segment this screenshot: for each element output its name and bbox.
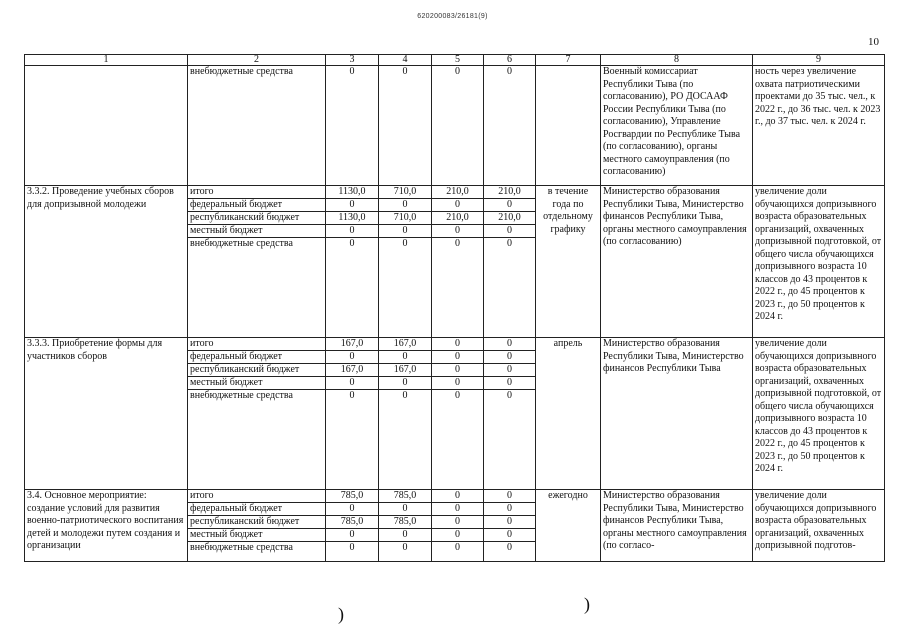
value-cell: 0 <box>484 338 535 351</box>
value-cell: 0 <box>455 238 460 249</box>
value-cell: 710,0 <box>379 186 431 199</box>
term-cell: апрель <box>536 338 601 490</box>
source-label: федеральный бюджет <box>188 351 325 364</box>
section-row <box>25 490 885 562</box>
col-number: 6 <box>484 55 536 66</box>
value-cell: 0 <box>402 238 408 249</box>
result-cell: ность через увеличение охвата патриотическими проектами до 35 тыс. чел., к 2022 г., до 36 тыс. чел. к 2023 г., до 37 тыс. чел. к 2024 г. <box>753 66 885 186</box>
value-cell: 0 <box>432 351 483 364</box>
value-cell: 785,0 <box>379 490 431 503</box>
value-cell: 210,0 <box>484 186 535 199</box>
value-cell: 0 <box>432 377 483 390</box>
value-cell: 0 <box>455 542 460 553</box>
value-cell: 0 <box>326 199 378 212</box>
value-column <box>379 490 432 562</box>
value-cell: 0 <box>432 503 483 516</box>
value-column <box>379 186 432 338</box>
source-label: местный бюджет <box>188 529 325 542</box>
value-column <box>326 490 379 562</box>
col-number: 9 <box>753 55 885 66</box>
value-cell: 0 <box>379 377 431 390</box>
source-label: республиканский бюджет <box>188 212 325 225</box>
value-cell: 0 <box>326 529 378 542</box>
result-cell: увеличение доли обучающихся допризывного возраста образовательных организаций, охваченных допризывной подготовкой, от общего числа обучающихся допризывного возраста 10 классов до 43 процентов к 2022 г., до 45 процентов к 2023 г., до 50 процентов к 2024 г. <box>753 338 885 490</box>
value-cell: 0 <box>484 377 535 390</box>
value-cell: 167,0 <box>326 338 378 351</box>
source-label: итого <box>188 186 325 199</box>
source-label: местный бюджет <box>188 225 325 238</box>
value-column <box>484 186 536 338</box>
value-cell: 167,0 <box>326 364 378 377</box>
value-cell: 0 <box>379 529 431 542</box>
value-column <box>484 490 536 562</box>
value-cell: 0 <box>379 66 432 186</box>
value-cell: 1130,0 <box>326 212 378 225</box>
value-cell: 0 <box>432 225 483 238</box>
source-cell <box>188 186 326 338</box>
result-cell: увеличение доли обучающихся допризывного возраста образовательных организаций, охваченных допризывной подготов- <box>753 490 885 562</box>
value-column <box>432 186 484 338</box>
source-cell <box>188 338 326 490</box>
source-label: республиканский бюджет <box>188 516 325 529</box>
term-cell <box>536 66 601 186</box>
col-number: 5 <box>432 55 484 66</box>
value-cell: 0 <box>432 490 483 503</box>
value-column <box>379 338 432 490</box>
value-cell: 0 <box>349 238 355 249</box>
value-cell: 0 <box>432 516 483 529</box>
value-cell: 0 <box>379 351 431 364</box>
source-cell <box>188 66 326 186</box>
value-column <box>326 338 379 490</box>
source-label: республиканский бюджет <box>188 364 325 377</box>
value-cell: 0 <box>326 351 378 364</box>
responsible-cell: Военный комиссариат Республики Тыва (по согласованию), РО ДОСААФ России Республики Тыва (по согласованию), Управление Росгвардии по Республике Тыва (по согласованию), органы местного самоуправления (по согласованию) <box>601 66 753 186</box>
value-cell: 167,0 <box>379 364 431 377</box>
value-cell: 210,0 <box>484 212 535 225</box>
value-column <box>432 490 484 562</box>
value-cell: 0 <box>326 225 378 238</box>
value-cell: 0 <box>484 516 535 529</box>
value-cell: 0 <box>432 66 484 186</box>
source-label: внебюджетные средства <box>190 390 293 401</box>
value-cell: 0 <box>402 390 408 401</box>
col-number: 3 <box>326 55 379 66</box>
measure-title: 3.3.3. Приобретение формы для участников сборов <box>25 338 188 490</box>
continuation-row <box>25 66 885 186</box>
value-cell: 785,0 <box>326 490 378 503</box>
value-cell: 0 <box>484 503 535 516</box>
page-number: 10 <box>868 36 879 48</box>
section-row <box>25 186 885 338</box>
value-cell: 0 <box>484 225 535 238</box>
program-table <box>24 54 885 562</box>
source-label: местный бюджет <box>188 377 325 390</box>
value-cell: 0 <box>432 199 483 212</box>
value-cell: 0 <box>455 390 460 401</box>
source-cell <box>188 490 326 562</box>
source-label: внебюджетные средства <box>190 542 293 553</box>
value-cell: 1130,0 <box>326 186 378 199</box>
value-cell: 0 <box>349 542 355 553</box>
value-cell: 0 <box>326 377 378 390</box>
value-cell: 0 <box>379 199 431 212</box>
value-cell: 0 <box>484 66 536 186</box>
column-number-row <box>25 55 885 66</box>
source-label: федеральный бюджет <box>188 199 325 212</box>
handwritten-mark: ) <box>338 604 344 624</box>
responsible-cell: Министерство образования Республики Тыва, Министерство финансов Республики Тыва, органы местного самоуправления (по согласо- <box>601 490 753 562</box>
value-column <box>326 186 379 338</box>
value-cell: 0 <box>484 490 535 503</box>
value-cell: 785,0 <box>326 516 378 529</box>
result-cell: увеличение доли обучающихся допризывного возраста образовательных организаций, охваченных допризывной подготовкой, от общего числа обучающихся допризывного возраста 10 классов до 43 процентов к 2022 г., до 45 процентов к 2023 г., до 50 процентов к 2024 г. <box>753 186 885 338</box>
value-cell: 0 <box>349 390 355 401</box>
measure-title: 3.3.2. Проведение учебных сборов для допризывной молодежи <box>25 186 188 338</box>
value-cell: 0 <box>484 529 535 542</box>
value-cell: 0 <box>507 390 512 401</box>
value-cell: 0 <box>379 503 431 516</box>
value-cell: 0 <box>379 225 431 238</box>
value-cell: 0 <box>432 529 483 542</box>
value-cell: 0 <box>432 364 483 377</box>
source-label: федеральный бюджет <box>188 503 325 516</box>
value-cell: 0 <box>432 338 483 351</box>
value-cell: 210,0 <box>432 212 483 225</box>
value-cell: 785,0 <box>379 516 431 529</box>
responsible-cell: Министерство образования Республики Тыва, Министерство финансов Республики Тыва, органы местного самоуправления (по согласованию) <box>601 186 753 338</box>
value-cell: 0 <box>484 364 535 377</box>
value-cell: 710,0 <box>379 212 431 225</box>
value-column <box>432 338 484 490</box>
source-label: итого <box>188 338 325 351</box>
responsible-cell: Министерство образования Республики Тыва, Министерство финансов Республики Тыва <box>601 338 753 490</box>
col-number: 2 <box>188 55 326 66</box>
col-number: 8 <box>601 55 753 66</box>
source-label: итого <box>188 490 325 503</box>
value-cell: 0 <box>326 503 378 516</box>
value-cell: 0 <box>326 66 379 186</box>
document-id: 620200083/26181(9) <box>417 13 488 20</box>
measure-title: 3.4. Основное мероприятие: создание условий для развития военно-патриотического воспитания детей и молодежи путем создания и организации <box>25 490 188 562</box>
col-number: 1 <box>25 55 188 66</box>
handwritten-mark: ) <box>584 594 590 614</box>
section-row <box>25 338 885 490</box>
measure-cell <box>25 66 188 186</box>
col-number: 4 <box>379 55 432 66</box>
source-label: внебюджетные средства <box>190 238 293 249</box>
value-cell: 210,0 <box>432 186 483 199</box>
term-cell: ежегодно <box>536 490 601 562</box>
value-cell: 0 <box>484 351 535 364</box>
value-cell: 167,0 <box>379 338 431 351</box>
term-cell: в течение года по отдельному графику <box>536 186 601 338</box>
value-column <box>484 338 536 490</box>
col-number: 7 <box>536 55 601 66</box>
source-label: внебюджетные средства <box>190 66 293 77</box>
value-cell: 0 <box>507 238 512 249</box>
value-cell: 0 <box>507 542 512 553</box>
value-cell: 0 <box>402 542 408 553</box>
value-cell: 0 <box>484 199 535 212</box>
